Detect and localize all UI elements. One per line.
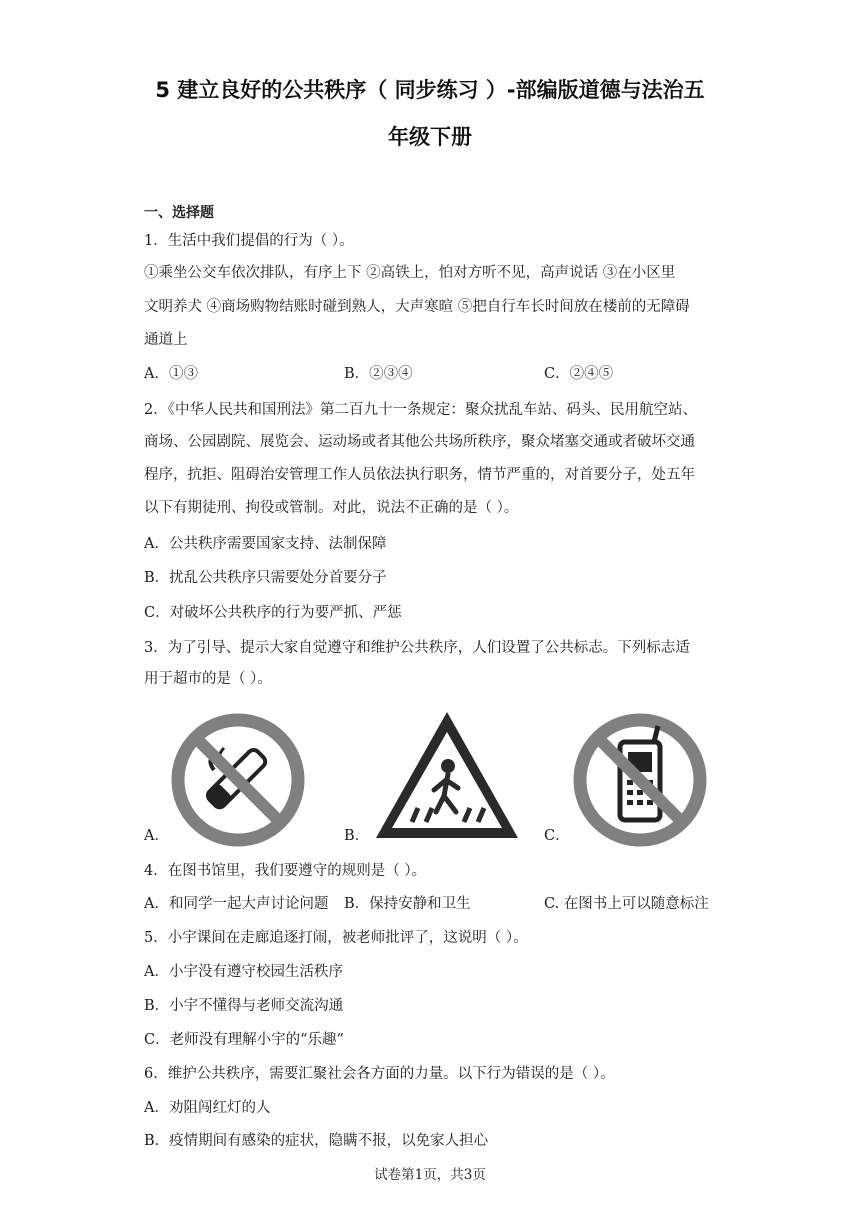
q4-stem: 4．在图书馆里，我们要遵守的规则是（ ）。: [144, 863, 427, 879]
q1-text-line3: 文明养犬 ④商场购物结账时碰到熟人，大声寒暄 ⑤把自行车长时间放在楼前的无障碍: [144, 299, 690, 315]
q1-option-a: A．①③: [144, 366, 198, 382]
q2-text-line3: 程序，抗拒、阻碍治安管理工作人员依法执行职务，情节严重的，对首要分子，处五年: [144, 467, 695, 483]
q2-text-line2: 商场、公园剧院、展览会、运动场或者其他公共场所秩序，聚众堵塞交通或者破坏交通: [144, 434, 695, 450]
q2-option-c: C．对破坏公共秩序的行为要严抓、严惩: [144, 605, 402, 621]
q6-stem: 6．维护公共秩序，需要汇聚社会各方面的力量。以下行为错误的是（ ）。: [144, 1066, 615, 1082]
page-title-line2: 年级下册: [388, 125, 472, 149]
q4-option-a: A．和同学一起大声讨论问题: [144, 896, 329, 912]
q1-text-line4: 通道上: [144, 332, 188, 348]
no-smoking-sign-icon: [170, 712, 306, 848]
q5-option-c: C．老师没有理解小宇的“乐趣”: [144, 1032, 344, 1048]
q3-text-line1: 3．为了引导、提示大家自觉遵守和维护公共秩序，人们设置了公共标志。下列标志适: [144, 640, 690, 656]
q3-text-line2: 用于超市的是（ ）。: [144, 671, 272, 687]
q5-option-a: A．小宇没有遵守校园生活秩序: [144, 964, 343, 980]
q6-option-a: A．劝阻闯红灯的人: [144, 1100, 271, 1116]
pedestrian-crossing-sign-icon: [372, 708, 522, 844]
q2-text-line4: 以下有期徒刑、拘役或管制。对此，说法不正确的是（ ）。: [144, 500, 519, 516]
q3-option-c: C．: [544, 828, 570, 844]
q1-stem: 1．生活中我们提倡的行为（ ）。: [144, 233, 354, 249]
q3-option-b: B．: [344, 828, 370, 844]
q2-option-a: A．公共秩序需要国家支持、法制保障: [144, 536, 387, 552]
q3-option-a: A．: [144, 828, 169, 844]
page-footer: 试卷第1页，共3页: [374, 1167, 486, 1183]
q1-option-c: C．②④⑤: [544, 366, 614, 382]
section-heading: 一、选择题: [144, 205, 214, 221]
q6-option-b: B．疫情期间有感染的症状，隐瞒不报，以免家人担心: [144, 1133, 489, 1149]
q5-stem: 5．小宇课间在走廊追逐打闹，被老师批评了，这说明（ ）。: [144, 930, 528, 946]
q2-option-b: B．扰乱公共秩序只需要处分首要分子: [144, 570, 387, 586]
page-title-line1: 5 建立良好的公共秩序（ 同步练习 ）-部编版道德与法治五: [155, 78, 705, 102]
q4-option-c: C. 在图书上可以随意标注: [544, 896, 709, 912]
q4-option-b: B．保持安静和卫生: [344, 896, 471, 912]
q1-option-b: B．②③④: [344, 366, 413, 382]
q1-text-line2: ①乘坐公交车依次排队，有序上下 ②高铁上，怕对方听不见，高声说话 ③在小区里: [144, 265, 676, 281]
q5-option-b: B．小宇不懂得与老师交流沟通: [144, 998, 344, 1014]
q2-text-line1: 2．《中华人民共和国刑法》第二百九十一条规定：聚众扰乱车站、码头、民用航空站、: [144, 402, 697, 418]
no-mobile-phone-sign-icon: [572, 712, 708, 848]
